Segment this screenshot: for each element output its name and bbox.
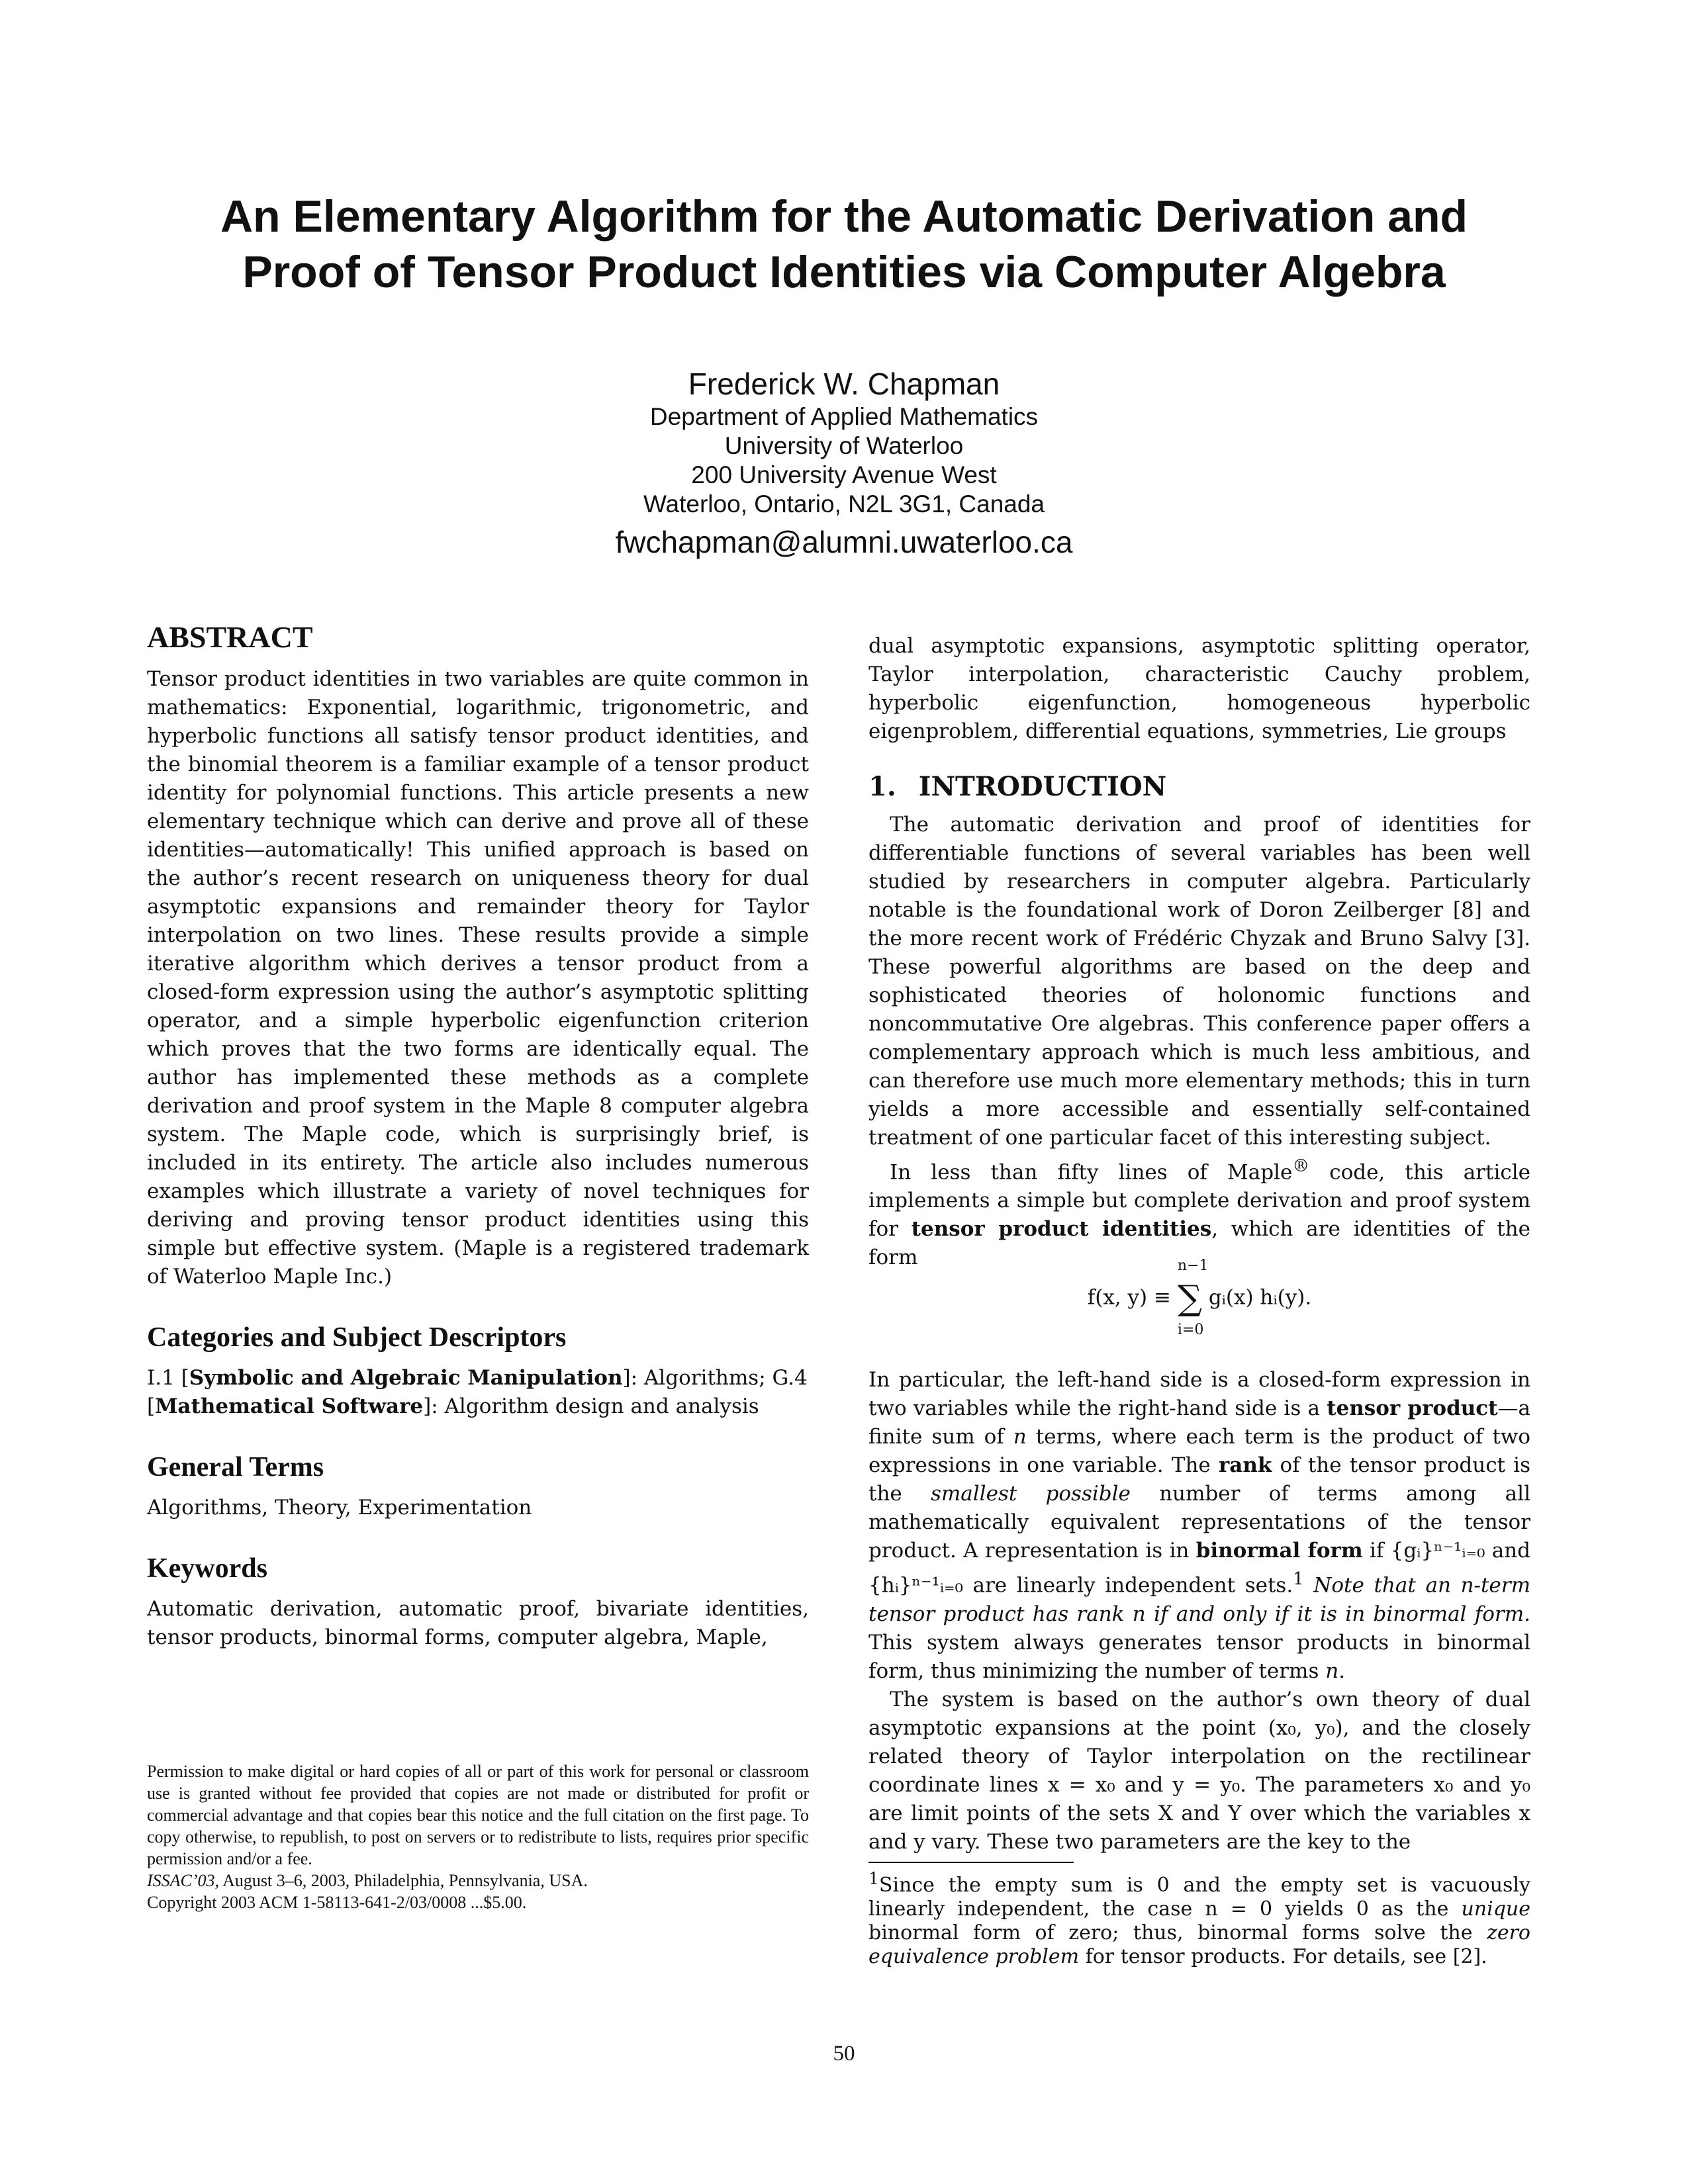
conference-name: ISSAC’03, [147, 1871, 220, 1890]
keywords-text-left: Automatic derivation, automatic proof, bivariate identities, tensor products, binormal forms, computer algebra, Maple, [147, 1597, 809, 1649]
p3-var-n: n [1013, 1425, 1027, 1449]
p3-text-c: terms, where each term is the product of two expressions in one variable. The [868, 1425, 1530, 1478]
permission-text: Permission to make digital or hard copies of all or part of this work for personal or classroom use is granted without fee provided that copies are not made or distributed for profit or commercial advantage and that copies bear this notice and the full citation on the first page. To copy otherwise, to republish, to post on servers or to redistribute to lists, requires prior specific permission and/or a fee. [147, 1762, 809, 1868]
summation [1177, 1257, 1209, 1339]
equation-lhs: f(x, y) ≡ [1087, 1285, 1171, 1310]
category-g4-rest: ]: Algorithm design and analysis [423, 1394, 759, 1418]
p3-text-b: —a finite sum of [868, 1396, 1530, 1449]
category-i1-title: Symbolic and Algebraic Manipulation [189, 1366, 623, 1390]
p3-term-tensor-product: tensor product [1327, 1396, 1498, 1421]
footnote-zero-equivalence: zero equivalence problem [868, 1921, 1530, 1968]
category-i1-rest: ]: Algorithms; [622, 1366, 766, 1390]
p3-text-h: . [1338, 1659, 1346, 1683]
p3-text-a: In particular, the left-hand side is a closed-form expression in two variables while the right-hand side is a [868, 1368, 1530, 1421]
p3-text-f: if {gᵢ}ⁿ⁻¹ᵢ₌₀ and {hᵢ}ⁿ⁻¹ᵢ₌₀ are linearly independent sets. [868, 1539, 1530, 1598]
left-column [147, 619, 809, 1652]
general-terms-heading: General Terms [147, 1452, 324, 1482]
title-line-2: Proof of Tensor Product Identities via Computer Algebra [242, 247, 1446, 297]
introduction-heading [868, 770, 1530, 804]
category-g4-title: Mathematical Software [155, 1394, 424, 1418]
section-number: 1. [868, 771, 896, 802]
sigma-symbol: ∑ [1177, 1279, 1202, 1319]
p2-text-a: In less than fifty lines of Maple [890, 1160, 1293, 1185]
intro-paragraph-2 [868, 1152, 1530, 1275]
sum-upper-limit: n−1 [1177, 1257, 1209, 1275]
copyright-line: Copyright 2003 ACM 1-58113-641-2/03/0008 ...$5.00. [147, 1893, 527, 1912]
footnote-divider [868, 1862, 1074, 1863]
conference-line [147, 1870, 809, 1891]
keywords-heading: Keywords [147, 1553, 267, 1584]
p2-text-c: , which are identities of the form [868, 1217, 1530, 1270]
page-number: 50 [833, 2042, 855, 2066]
footnote-text-b: binormal form of zero; thus, binormal forms solve the [868, 1921, 1487, 1944]
general-terms-text: Algorithms, Theory, Experimentation [147, 1496, 532, 1520]
p3-rank-note: Note that an n-term tensor product has rank n if and only if it is in binormal form. [868, 1573, 1530, 1626]
p3-text-g: This system always generates tensor products in binormal form, thus minimizing the number of terms [868, 1630, 1530, 1683]
p3-term-binormal-form: binormal form [1196, 1539, 1363, 1563]
category-g4-code: G.4 [ [147, 1366, 808, 1418]
p3-smallest-possible: smallest possible [930, 1482, 1131, 1506]
affiliation-street: 200 University Avenue West [691, 461, 997, 488]
author-block [348, 365, 1340, 561]
footnote-text-c: for tensor products. For details, see [2]. [1079, 1944, 1487, 1968]
footnote-mark: 1 [868, 1868, 879, 1888]
p3-text-d: of the tensor product is the [868, 1453, 1530, 1506]
abstract-heading: ABSTRACT [147, 620, 313, 654]
footnote-text-a: Since the empty sum is 0 and the empty set is vacuously linearly independent, the case n = 0 yields 0 as the [868, 1873, 1530, 1921]
affiliation-department: Department of Applied Mathematics [649, 403, 1039, 430]
equation-rhs: gᵢ(x) hᵢ(y). [1208, 1285, 1312, 1310]
p2-text-b: code, this article implements a simple but complete derivation and proof system for [868, 1160, 1530, 1242]
permission-notice [147, 1760, 809, 1913]
keywords-text-right: dual asymptotic expansions, asymptotic splitting operator, Taylor interpolation, characteristic Cauchy problem, hyperbolic eigenfunction, homogeneous hyperbolic eigenproblem, differential equations, symmetries, Lie groups [868, 634, 1530, 743]
abstract-text: Tensor product identities in two variables are quite common in mathematics: Exponential, logarithmic, trigonometric, and hyperbolic functions all satisfy tensor product identities, and the binomial theorem is a familiar example of a tensor product identity for polynomial functions. This article presents a new elementary technique which can derive and prove all of these identities—automatically! This unified approach is based on the author’s recent research on uniqueness theory for dual asymptotic expansions and remainder theory for Taylor interpolation on two lines. These results provide a simple iterative algorithm which derives a tensor product from a closed-form expression using the author’s asymptotic splitting operator, and a simple hyperbolic eigenfunction criterion which proves that the two forms are identically equal. The author has implemented these methods as a complete derivation and proof system in the Maple 8 computer algebra system. The Maple code, which is surprisingly brief, is included in its entirety. The article also includes numerous examples which illustrate a variety of novel techniques for deriving and proving tensor product identities using this simple but effective system. (Maple is a registered trademark of Waterloo Maple Inc.) [147, 667, 809, 1289]
category-i1-code: I.1 [ [147, 1366, 189, 1390]
affiliation-university: University of Waterloo [724, 432, 964, 459]
sum-lower-limit: i=0 [1177, 1322, 1204, 1339]
author-email: fwchapman@alumni.uwaterloo.ca [615, 525, 1073, 559]
intro-paragraph-3 [868, 1366, 1530, 1685]
p3-var-n-2: n [1325, 1659, 1339, 1683]
footnote-unique: unique [1461, 1897, 1530, 1921]
p2-term-tensor-identities: tensor product identities [911, 1217, 1212, 1242]
paper-title [66, 189, 1622, 300]
registered-mark: ® [1292, 1156, 1310, 1176]
categories-text [147, 1364, 809, 1421]
p3-text-e: number of terms among all mathematically equivalent representations of the tensor product. A representation is in [868, 1482, 1530, 1563]
right-column [868, 632, 1530, 1969]
tensor-product-equation [868, 1257, 1530, 1354]
author-name: Frederick W. Chapman [688, 367, 1000, 401]
categories-heading: Categories and Subject Descriptors [147, 1322, 567, 1353]
affiliation-city: Waterloo, Ontario, N2L 3G1, Canada [643, 490, 1045, 518]
p3-term-rank: rank [1218, 1453, 1272, 1478]
section-title: INTRODUCTION [918, 771, 1167, 802]
title-line-1: An Elementary Algorithm for the Automatic Derivation and [220, 191, 1468, 242]
intro-paragraph-4: The system is based on the author’s own theory of dual asymptotic expansions at the point (x₀, y₀), and the closely related theory of Taylor interpolation on the rectilinear coordinate lines x = x₀ and y = y₀. The parameters x₀ and y₀ are limit points of the sets X and Y over which the variables x and y vary. These two parameters are the key to the [868, 1687, 1530, 1854]
footnote-1 [868, 1867, 1530, 1969]
intro-paragraph-1: The automatic derivation and proof of identities for differentiable functions of several variables has been well studied by researchers in computer algebra. Particularly notable is the foundational work of Doron Zeilberger [8] and the more recent work of Frédéric Chyzak and Bruno Salvy [3]. These powerful algorithms are based on the deep and sophisticated theories of holonomic functions and noncommutative Ore algebras. This conference paper offers a complementary approach which is much less ambitious, and can therefore use much more elementary methods; this in turn yields a more accessible and essentially self-contained treatment of one particular facet of this interesting subject. [868, 813, 1530, 1150]
footnote-ref: 1 [1293, 1569, 1304, 1590]
conference-details: August 3–6, 2003, Philadelphia, Pennsylvania, USA. [219, 1871, 588, 1890]
